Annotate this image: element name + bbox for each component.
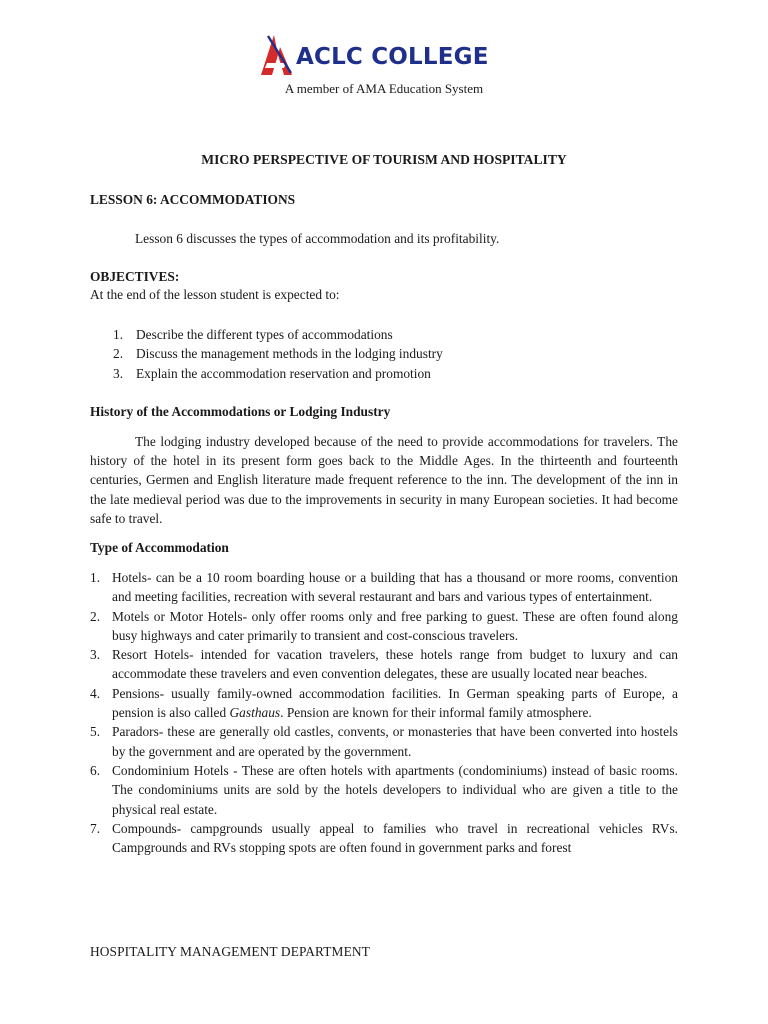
list-item-text: Paradors- these are generally old castles, convents, or monasteries that have been converted into hostels by the government and are operated by the government. [112, 724, 678, 759]
history-heading: History of the Accommodations or Lodging Industry [90, 404, 391, 419]
list-item [90, 607, 678, 646]
list-item-text: Describe the different types of accommodations [136, 327, 393, 342]
list-item [90, 684, 678, 723]
list-item-number: 3. [90, 647, 101, 663]
objectives-heading: OBJECTIVES: [90, 269, 180, 284]
gasthaus-term: Gasthaus [229, 705, 281, 721]
list-item [90, 761, 678, 819]
list-item-text: Hotels- can be a 10 room boarding house or a building that has a thousand or more rooms, convention and meeting facilities, recreation with several restaurant and bars and various types of entertainment. [112, 570, 678, 605]
list-item [90, 645, 678, 684]
college-logo [258, 33, 489, 81]
list-item [90, 819, 678, 858]
aclc-emblem-icon [258, 33, 294, 81]
list-item [90, 722, 678, 761]
list-item-text: Discuss the management methods in the lodging industry [136, 346, 443, 362]
list-item-text-start: Pensions- usually family-owned accommodation facilities. In German speaking parts of Europe, a pension is also called [112, 685, 678, 721]
list-item-text: Condominium Hotels - These are often hotels with apartments (condominiums) instead of basic rooms. The condominiums units are sold by the hotels developers to individual who are given a title to the physical real estate. [112, 762, 678, 817]
list-item-text: Compounds- campgrounds usually appeal to families who travel in recreational vehicles RVs. Campgrounds and RVs stopping spots are often found in government parks and forest [112, 820, 678, 856]
list-item-number: 1. [113, 327, 124, 342]
list-item [90, 325, 678, 344]
list-item-text: Motels or Motor Hotels- only offer rooms only and free parking to guest. These are often found along busy highways and cater primarily to transient and cost-conscious travelers. [112, 608, 678, 643]
lesson-intro: Lesson 6 discusses the types of accommodation and its profitability. [135, 231, 500, 246]
accommodation-types-list [90, 568, 678, 857]
objectives-lead: At the end of the lesson student is expected to: [90, 287, 340, 302]
list-item [90, 568, 678, 607]
list-item [90, 364, 678, 383]
list-item-text: Resort Hotels- intended for vacation travelers, these hotels range from budget to luxury and can accommodate these travelers and even convention delegates, these are usually located near beaches. [112, 647, 678, 682]
footer-department: HOSPITALITY MANAGEMENT DEPARTMENT [90, 944, 370, 959]
list-item-number: 4. [90, 685, 101, 701]
types-heading: Type of Accommodation [90, 540, 229, 555]
document-title: MICRO PERSPECTIVE OF TOURISM AND HOSPITALITY [201, 152, 567, 167]
list-item-number: 5. [90, 724, 101, 740]
list-item-text-end: . Pension are known for their informal family atmosphere. [280, 705, 592, 721]
list-item-number: 2. [90, 608, 101, 624]
objectives-list [90, 325, 678, 383]
lesson-heading: LESSON 6: ACCOMMODATIONS [90, 192, 296, 207]
list-item [90, 344, 678, 363]
list-item-text: Explain the accommodation reservation and promotion [136, 365, 431, 381]
list-item-number: 2. [113, 346, 124, 362]
list-item-number: 1. [90, 570, 101, 585]
logo-subtitle: A member of AMA Education System [284, 81, 484, 96]
list-item-number: 6. [90, 762, 101, 778]
logo-text: ACLC COLLEGE [296, 44, 489, 70]
list-item-number: 7. [90, 820, 101, 836]
history-paragraph: The lodging industry developed because of the need to provide accommodations for travelers. The history of the hotel in its present form goes back to the Middle Ages. In the thirteenth and fourteenth centuries, Germen and English literature made frequent reference to the inn. The development of the inn in the late medieval period was due to the improvements in security in many European societies. It had become safe to travel. [90, 434, 678, 526]
list-item-number: 3. [113, 365, 124, 381]
